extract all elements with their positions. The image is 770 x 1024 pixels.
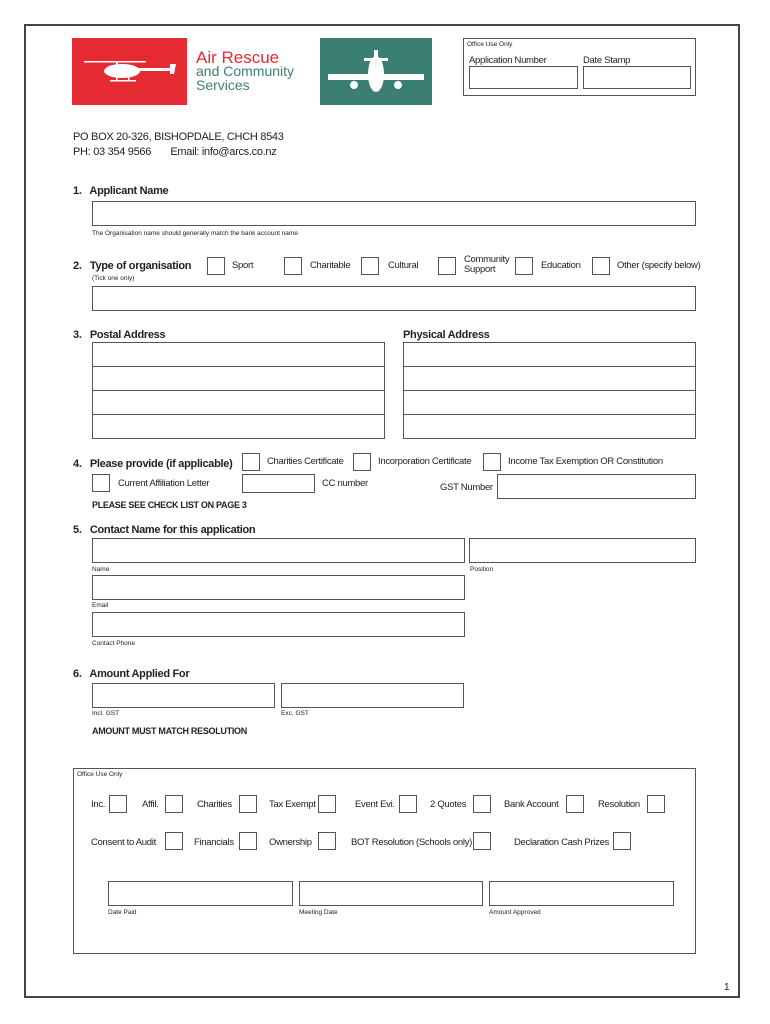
- phone-email: PH: 03 354 9566 Email: info@arcs.co.nz: [73, 146, 277, 158]
- brand-line2: and Community: [196, 63, 295, 79]
- section-5-title: 5. Contact Name for this application: [73, 524, 256, 536]
- email-field[interactable]: [92, 575, 465, 600]
- brand-line3: Services: [196, 77, 250, 93]
- bot-resolution-checkbox[interactable]: [473, 832, 491, 850]
- brand-name-line2: [196, 64, 294, 92]
- community-support-checkbox[interactable]: [438, 257, 456, 275]
- position-field[interactable]: [469, 538, 696, 563]
- education-checkbox[interactable]: [515, 257, 533, 275]
- office-use-bottom-title: Office Use Only: [77, 771, 123, 778]
- cultural-checkbox[interactable]: [361, 257, 379, 275]
- physical-address-title: Physical Address: [403, 329, 490, 341]
- position-label: Position: [470, 566, 494, 573]
- declaration-cash-prizes-label: Declaration Cash Prizes: [514, 837, 610, 848]
- consent-audit-checkbox[interactable]: [165, 832, 183, 850]
- section-4-title: 4. Please provide (if applicable): [73, 458, 233, 470]
- postal-address-line-3[interactable]: [92, 390, 385, 415]
- postal-address-line-1[interactable]: [92, 342, 385, 367]
- physical-address-line-3[interactable]: [403, 390, 696, 415]
- section-3-title: 3. Postal Address: [73, 329, 166, 341]
- tick-one-hint: (Tick one only): [92, 275, 135, 282]
- declaration-cash-prizes-checkbox[interactable]: [613, 832, 631, 850]
- application-number-field[interactable]: [469, 66, 578, 89]
- gst-number-label: GST Number: [440, 482, 493, 493]
- postal-address-line-2[interactable]: [92, 366, 385, 391]
- postal-address-line-4[interactable]: [92, 414, 385, 439]
- affiliation-letter-checkbox[interactable]: [92, 474, 110, 492]
- two-quotes-label: 2 Quotes: [430, 799, 467, 810]
- income-tax-exemption-label: Income Tax Exemption OR Constitution: [508, 456, 663, 467]
- contact-name-field[interactable]: [92, 538, 465, 563]
- contact-phone-label: Contact Phone: [92, 640, 136, 647]
- section-6-title: 6. Amount Applied For: [73, 668, 190, 680]
- income-tax-exemption-checkbox[interactable]: [483, 453, 501, 471]
- physical-address-line-4[interactable]: [403, 414, 696, 439]
- amount-approved-field[interactable]: [489, 881, 674, 906]
- email-label: Email: [92, 602, 109, 609]
- meeting-date-field[interactable]: [299, 881, 483, 906]
- bank-account-checkbox[interactable]: [566, 795, 584, 813]
- airplane-logo: [320, 38, 432, 105]
- event-evi-checkbox[interactable]: [399, 795, 417, 813]
- sport-checkbox[interactable]: [207, 257, 225, 275]
- sport-label: Sport: [232, 260, 254, 271]
- amount-resolution-note: AMOUNT MUST MATCH RESOLUTION: [92, 726, 247, 736]
- applicant-name-hint: The Organisation name should generally match the bank account name: [92, 230, 298, 237]
- ownership-label: Ownership: [269, 837, 312, 848]
- date-stamp-label: Date Stamp: [583, 55, 631, 66]
- community-support-label: [464, 255, 509, 275]
- support-text: Support: [464, 264, 496, 275]
- physical-address-line-1[interactable]: [403, 342, 696, 367]
- application-number-label: Application Number: [469, 55, 547, 66]
- checklist-note: PLEASE SEE CHECK LIST ON PAGE 3: [92, 500, 247, 510]
- tax-exempt-label: Tax Exempt: [269, 799, 316, 810]
- contact-phone-field[interactable]: [92, 612, 465, 637]
- charities-certificate-label: Charities Certificate: [267, 456, 344, 467]
- other-label: Other (specify below): [617, 260, 701, 271]
- charities-label: Charities: [197, 799, 232, 810]
- charitable-checkbox[interactable]: [284, 257, 302, 275]
- applicant-name-field[interactable]: [92, 201, 696, 226]
- organisation-other-field[interactable]: [92, 286, 696, 311]
- charities-checkbox[interactable]: [239, 795, 257, 813]
- brand-name-line1: Air Rescue: [196, 48, 280, 67]
- affiliation-letter-label: Current Affiliation Letter: [118, 478, 210, 489]
- cc-number-field[interactable]: [242, 474, 315, 493]
- community-text: Community: [464, 254, 510, 265]
- helicopter-logo: [72, 38, 187, 105]
- amount-exc-gst-field[interactable]: [281, 683, 464, 708]
- affil-checkbox[interactable]: [165, 795, 183, 813]
- incorporation-certificate-checkbox[interactable]: [353, 453, 371, 471]
- date-paid-field[interactable]: [108, 881, 293, 906]
- date-paid-label: Date Paid: [108, 909, 137, 916]
- cultural-label: Cultural: [388, 260, 419, 271]
- section-2-title: 2. Type of organisation: [73, 260, 192, 272]
- bank-account-label: Bank Account: [504, 799, 559, 810]
- education-label: Education: [541, 260, 581, 271]
- resolution-label: Resolution: [598, 799, 640, 810]
- other-checkbox[interactable]: [592, 257, 610, 275]
- postal-contact: PO BOX 20-326, BISHOPDALE, CHCH 8543: [73, 131, 284, 143]
- inc-checkbox[interactable]: [109, 795, 127, 813]
- physical-address-line-2[interactable]: [403, 366, 696, 391]
- financials-label: Financials: [194, 837, 234, 848]
- amount-approved-label: Amount Approved: [489, 909, 541, 916]
- consent-audit-label: Consent to Audit: [91, 837, 156, 848]
- bot-resolution-label: BOT Resolution (Schools only): [351, 837, 473, 848]
- financials-checkbox[interactable]: [239, 832, 257, 850]
- resolution-checkbox[interactable]: [647, 795, 665, 813]
- contact-name-label: Name: [92, 566, 110, 573]
- ownership-checkbox[interactable]: [318, 832, 336, 850]
- incorporation-certificate-label: Incorporation Certificate: [378, 456, 472, 467]
- page-number: 1: [724, 982, 730, 993]
- two-quotes-checkbox[interactable]: [473, 795, 491, 813]
- office-use-top-title: Office Use Only: [467, 41, 513, 48]
- exc-gst-label: Exc. GST: [281, 710, 309, 717]
- event-evi-label: Event Evi.: [355, 799, 395, 810]
- inc-label: Inc.: [91, 799, 106, 810]
- gst-number-field[interactable]: [497, 474, 696, 499]
- charitable-label: Charitable: [310, 260, 351, 271]
- incl-gst-label: Incl. GST: [92, 710, 120, 717]
- amount-incl-gst-field[interactable]: [92, 683, 275, 708]
- charities-certificate-checkbox[interactable]: [242, 453, 260, 471]
- meeting-date-label: Meeting Date: [299, 909, 338, 916]
- tax-exempt-checkbox[interactable]: [318, 795, 336, 813]
- affil-label: Affil.: [142, 799, 159, 810]
- cc-number-label: CC number: [322, 478, 368, 489]
- date-stamp-field[interactable]: [583, 66, 691, 89]
- section-1-title: 1. Applicant Name: [73, 185, 169, 197]
